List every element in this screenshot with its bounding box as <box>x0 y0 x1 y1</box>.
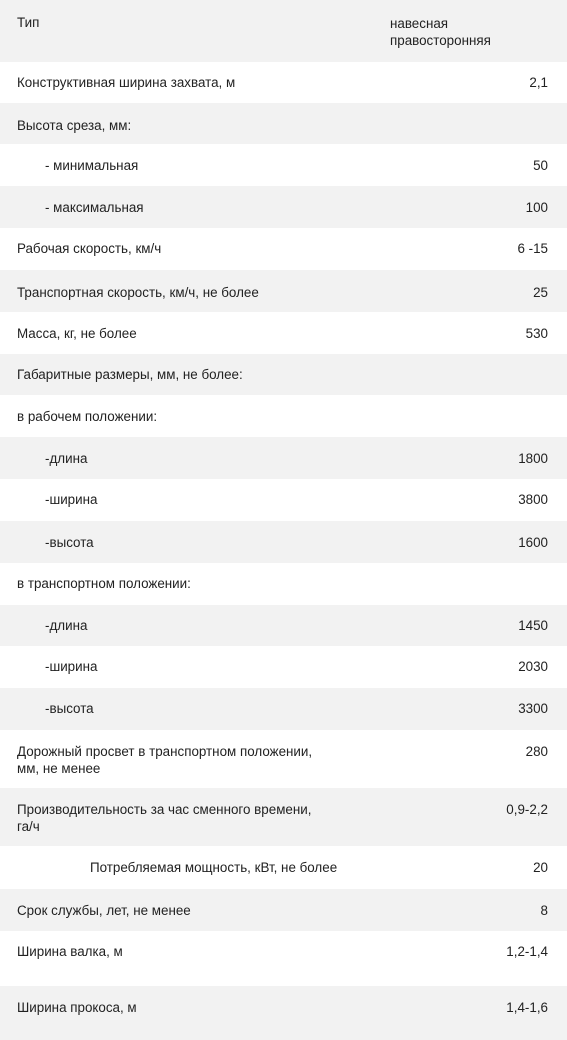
table-row <box>0 312 567 354</box>
row-value: 25 <box>533 285 548 300</box>
table-row <box>0 931 567 986</box>
row-label: -ширина <box>45 492 98 507</box>
row-value: 2,1 <box>529 75 548 90</box>
row-label: Конструктивная ширина захвата, м <box>17 75 236 90</box>
table-row <box>0 103 567 144</box>
row-value: 0,9-2,2 <box>506 802 548 817</box>
table-row <box>0 986 567 1040</box>
table-row <box>0 730 567 788</box>
row-value: 3300 <box>518 701 548 716</box>
row-label: Потребляемая мощность, кВт, не более <box>90 860 338 875</box>
table-row <box>0 889 567 931</box>
table-row <box>0 186 567 228</box>
row-value: 8 <box>540 903 548 918</box>
row-value: 1,2-1,4 <box>506 944 548 959</box>
row-label: Дорожный просвет в транспортном положении, мм, не менее <box>17 744 313 776</box>
table-row <box>0 563 567 605</box>
row-label: в транспортном положении: <box>17 576 191 591</box>
row-label: -высота <box>45 535 94 550</box>
table-row <box>0 688 567 730</box>
table-row <box>0 646 567 688</box>
row-label: -длина <box>45 451 88 466</box>
row-label: Высота среза, мм: <box>17 118 132 133</box>
row-value: 50 <box>533 158 548 173</box>
row-label: в рабочем положении: <box>17 409 158 424</box>
row-label: Ширина прокоса, м <box>17 1000 137 1015</box>
row-value: 1600 <box>518 535 548 550</box>
row-value: 2030 <box>518 659 548 674</box>
row-value: 280 <box>525 744 548 759</box>
row-label: Производительность за час сменного времени, га/ч <box>17 802 312 834</box>
row-label: Транспортная скорость, км/ч, не более <box>17 285 259 300</box>
row-label: -ширина <box>45 659 98 674</box>
row-label: -высота <box>45 701 94 716</box>
table-row <box>0 846 567 889</box>
row-label: Масса, кг, не более <box>17 326 137 341</box>
row-value: 3800 <box>518 492 548 507</box>
row-value: 530 <box>525 326 548 341</box>
table-row <box>0 395 567 437</box>
row-label: Габаритные размеры, мм, не более: <box>17 367 243 382</box>
table-row <box>0 354 567 395</box>
table-row <box>0 479 567 521</box>
row-label: Рабочая скорость, км/ч <box>17 241 162 256</box>
row-label: Срок службы, лет, не менее <box>17 903 191 918</box>
row-value: навесная правосторонняя <box>390 16 491 48</box>
row-value: 100 <box>525 200 548 215</box>
table-row <box>0 228 567 270</box>
row-label: Ширина валка, м <box>17 944 123 959</box>
row-value: 1450 <box>518 618 548 633</box>
table-row <box>0 0 567 62</box>
row-label: Тип <box>17 15 40 30</box>
table-row <box>0 605 567 646</box>
row-value: 1,4-1,6 <box>506 1000 548 1015</box>
row-value: 6 -15 <box>517 241 548 256</box>
table-row <box>0 62 567 103</box>
table-row <box>0 521 567 563</box>
table-row <box>0 437 567 479</box>
row-label: -длина <box>45 618 88 633</box>
row-value: 1800 <box>518 451 548 466</box>
table-row <box>0 788 567 846</box>
table-row <box>0 144 567 186</box>
table-row <box>0 270 567 312</box>
row-value: 20 <box>533 860 548 875</box>
row-label: - максимальная <box>45 200 144 215</box>
row-label: - минимальная <box>45 158 139 173</box>
